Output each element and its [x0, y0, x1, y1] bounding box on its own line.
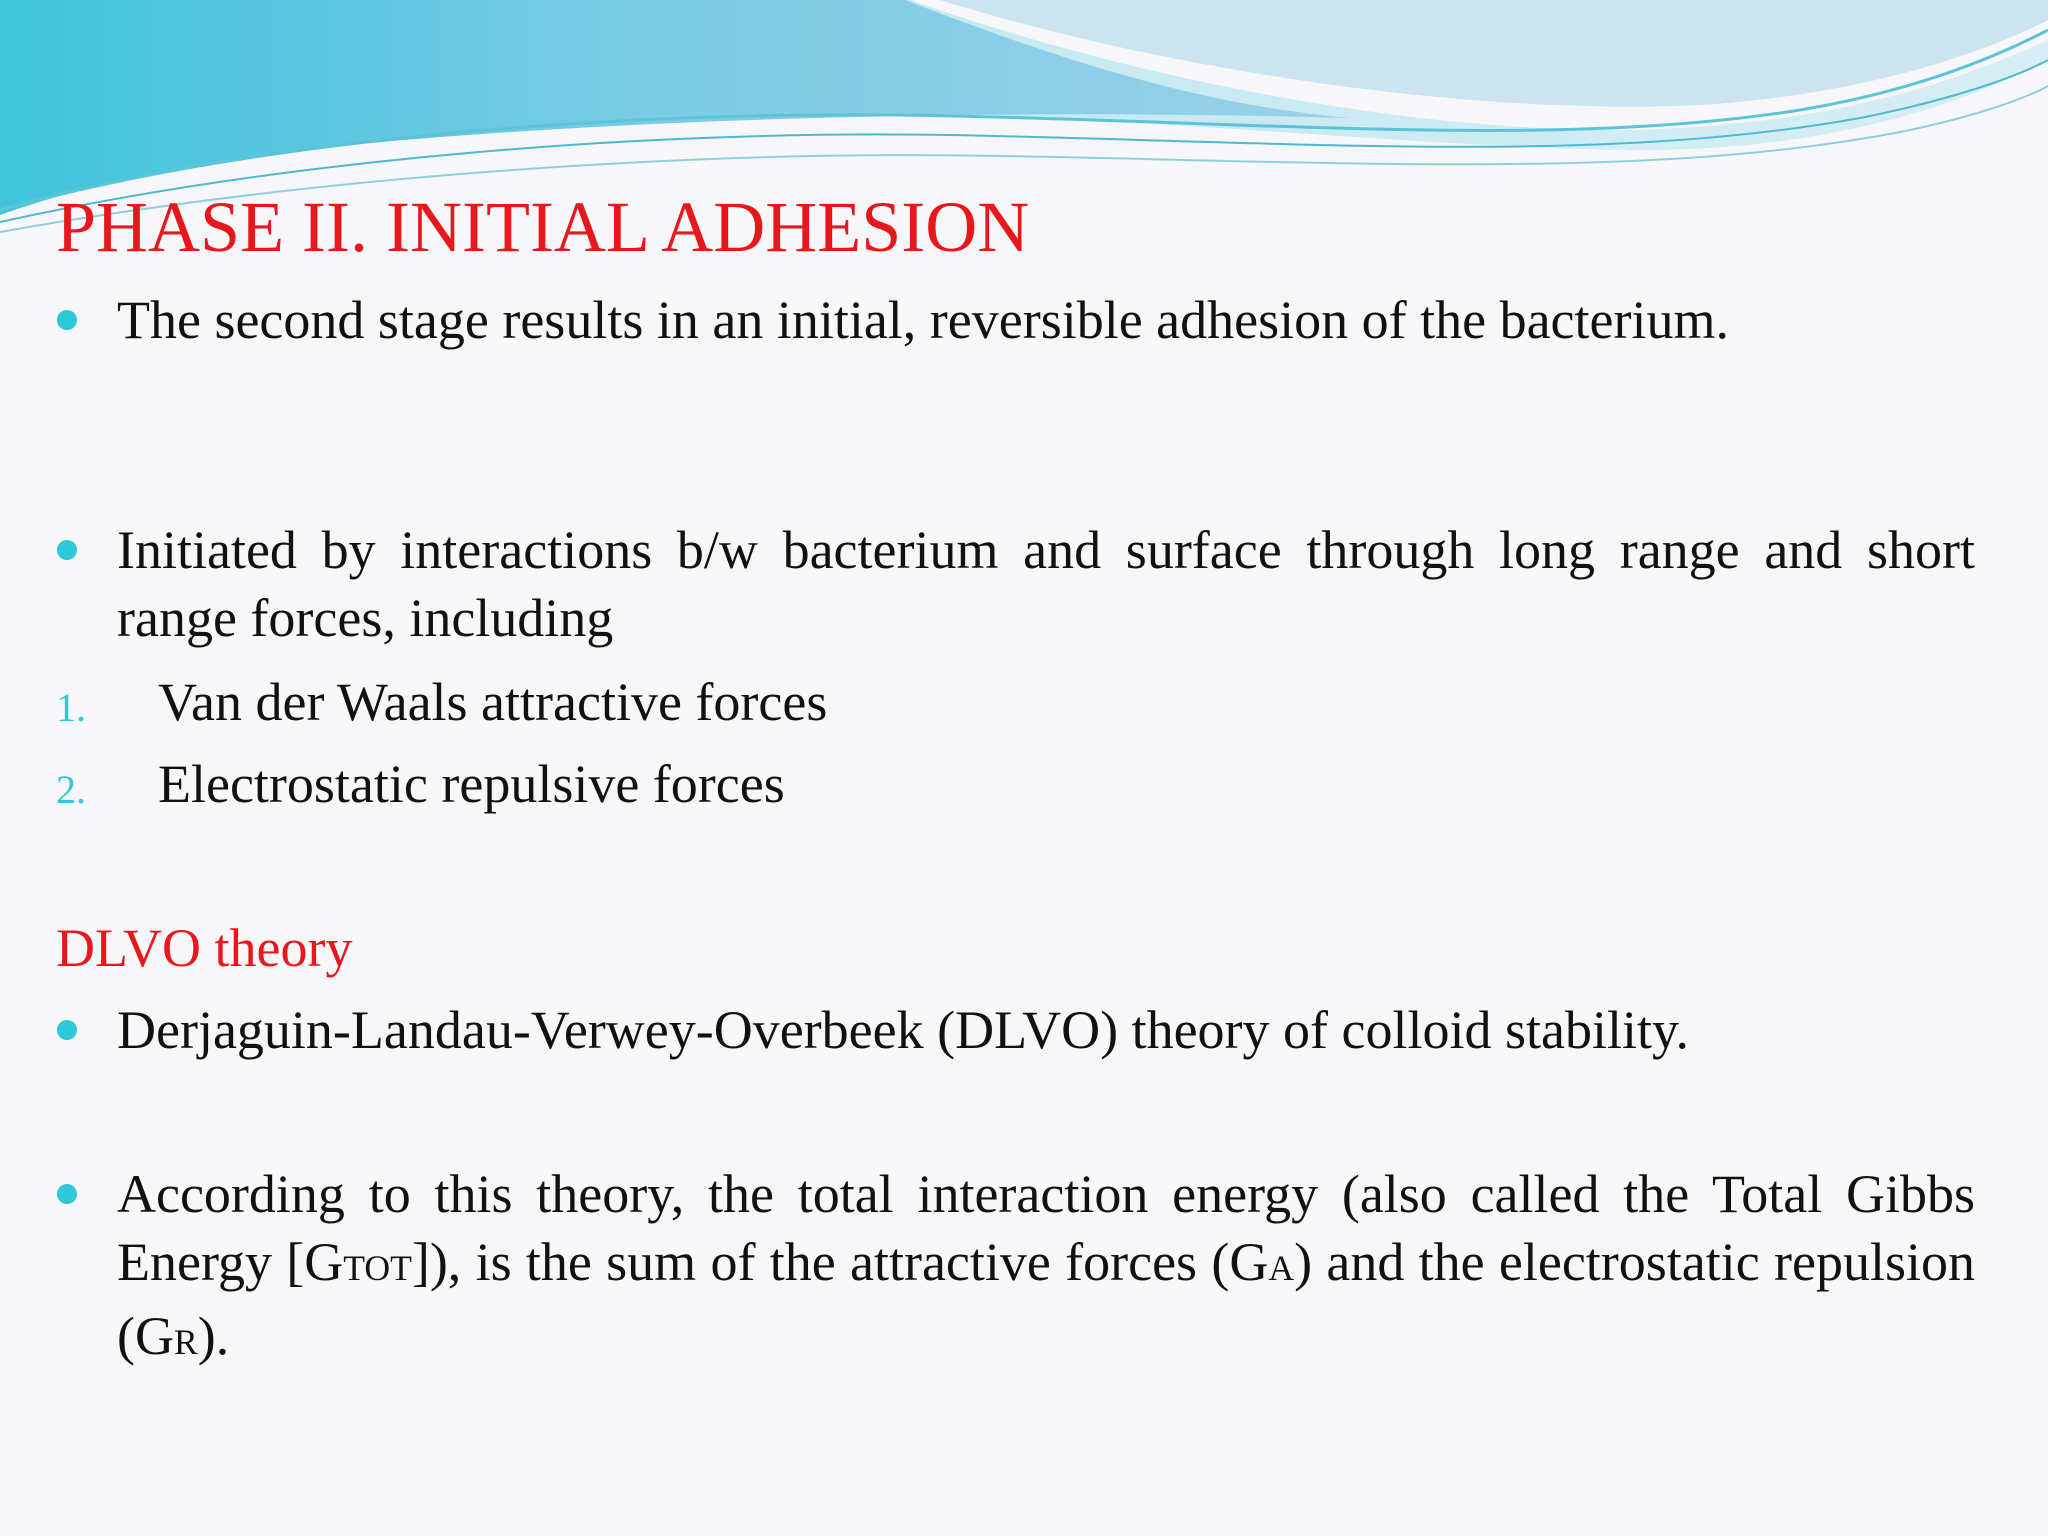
subscript-r: R — [173, 1322, 198, 1362]
slide-title: PHASE II. INITIAL ADHESION — [56, 187, 1030, 267]
bullet-dot-icon — [57, 310, 77, 330]
item-text: Van der Waals attractive forces — [158, 672, 828, 732]
bullet-text-part: ]), is the sum of the attractive forces (G — [411, 1232, 1269, 1292]
bullet-text-part: ). — [197, 1306, 230, 1366]
bullet-item — [117, 516, 1975, 652]
bullet-text: Initiated by interactions b/w bacterium and surface through long range and short range forces, including — [117, 520, 1975, 648]
item-number: 1. — [56, 685, 86, 730]
bullet-text: The second stage results in an initial, reversible adhesion of the bacterium. — [117, 290, 1729, 350]
bullet-dot-icon — [57, 1020, 77, 1040]
bullet-text-part: According to this theory, the total interaction energy (also called the Total Gibbs Energy [G — [117, 1164, 1975, 1292]
bullet-dot-icon — [57, 1184, 77, 1204]
bullet-text-part: ) and the electrostatic repulsion (G — [117, 1232, 1975, 1366]
bullet-text: Derjaguin-Landau-Verwey-Overbeek (DLVO) theory of colloid stability. — [117, 1000, 1689, 1060]
bullet-item — [117, 1160, 1975, 1376]
bullet-item — [117, 996, 1975, 1064]
item-text: Electrostatic repulsive forces — [158, 754, 785, 814]
section-heading-dlvo: DLVO theory — [56, 918, 353, 978]
item-number: 2. — [56, 767, 86, 812]
subscript-tot: TOT — [343, 1248, 412, 1288]
bullet-dot-icon — [57, 540, 77, 560]
bullet-item — [117, 286, 1975, 354]
subscript-a: A — [1268, 1248, 1295, 1288]
